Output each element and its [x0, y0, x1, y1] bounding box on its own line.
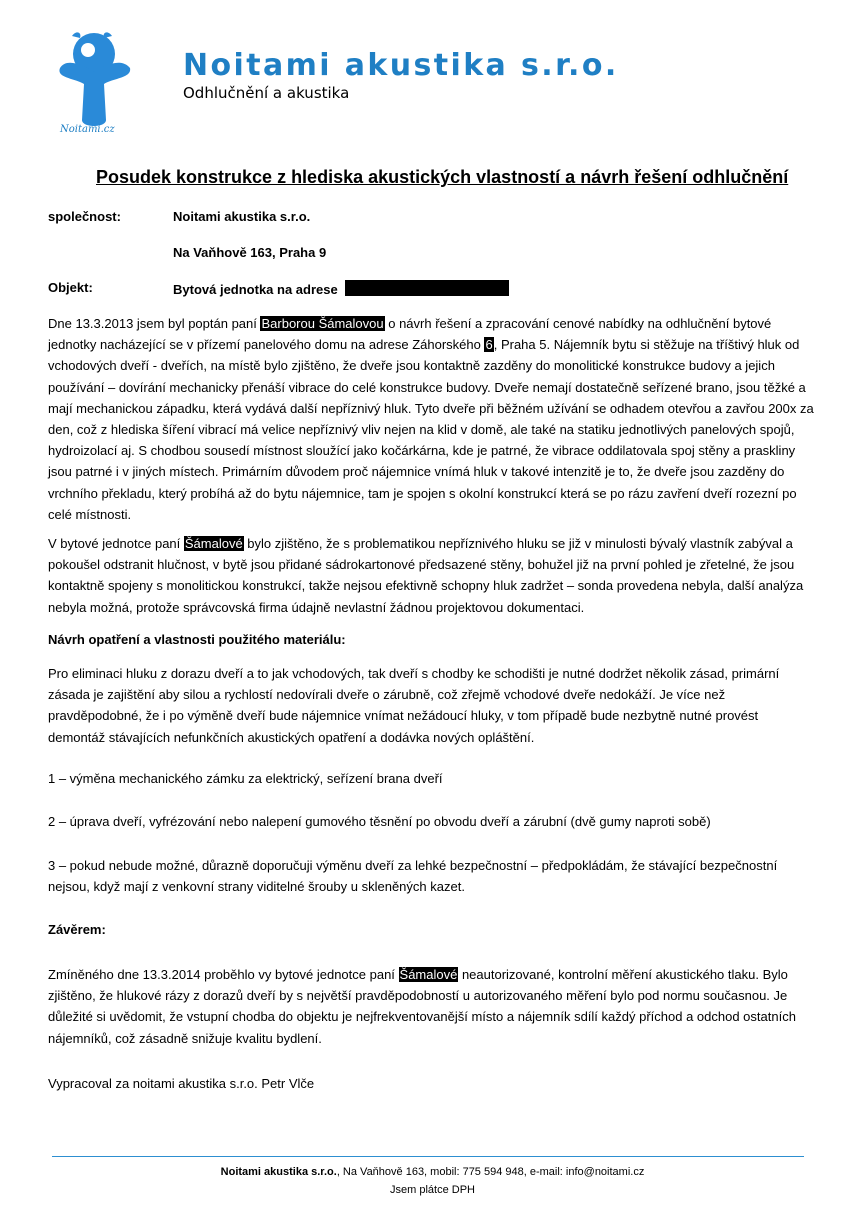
list-item: 3 – pokud nebude možné, důrazně doporučuji výměnu dveří za lehké bezpečnostní – předpokládám, že stávající bezpečnostní nejsou, když mají z venkovní strany viditelné šrouby u skleněných kazet.: [48, 858, 778, 895]
paragraph-proposal: [48, 663, 816, 748]
company-label: společnost:: [48, 209, 121, 224]
redacted-number: 6: [485, 337, 493, 353]
paragraph-findings: [48, 533, 816, 618]
p4-text-2: neautorizované, kontrolní měření akustického tlaku. Bylo zjištěno, že hlukové rázy z dorazů dveří by s největší pravděpodobností u autorizovaného měření bylo pod normu současnou. Je důležité si uvědomit, že vstupní chodba do objektu je nejfrekventovanější místo a nájemník sdílí každý příchod a odchod ostatních nájemníků, což zásadně snižuje kvalitu bydlení.: [48, 967, 796, 1046]
object-label: Objekt:: [48, 280, 93, 295]
redacted-name: Barborou Šámalovou: [261, 316, 384, 331]
footer-company: Noitami akustika s.r.o.: [220, 1166, 337, 1178]
redacted-address-block: [345, 280, 509, 296]
paragraph-conclusion: [48, 964, 816, 1049]
logo-body-shape: [59, 63, 130, 126]
footer-divider: [52, 1156, 804, 1157]
object-value: Bytová jednotka na adrese: [173, 282, 338, 297]
redacted-name: Šámalové: [399, 967, 458, 982]
object-row: [173, 280, 509, 297]
section-heading-proposal: Návrh opatření a vlastnosti použitého materiálu:: [48, 632, 346, 647]
document-title: Posudek konstrukce z hlediska akustických vlastností a návrh řešení odhlučnění: [96, 167, 789, 187]
p3-text: Pro eliminaci hluku z dorazu dveří a to jak vchodových, tak dveří s chodby ke schodišti je nutné dodržet několik zásad, primární zásada je zajištění aby silou a rychlostí nedovírali dveře o zárubně, což zřejmě vchodové dveře nedokáží. Je více než pravděpodobné, že i po výměně dveří bude nájemnice vnímat nežádoucí hluky, v tom případě bude nezbytně nutné provést demontáž stávajících nefunkčních akustických opatření a dodávka nových opláštění.: [48, 666, 780, 745]
footer-details: , Na Vaňhově 163, mobil: 775 594 948, e-mail: info@noitami.cz: [336, 1166, 645, 1178]
p1-text-1: Dne 13.3.2013 jsem byl poptán paní: [48, 316, 261, 331]
p4-text-1: Zmíněného dne 13.3.2014 proběhlo vy bytové jednotce paní: [48, 967, 399, 982]
logo-caption: Noitami.cz: [60, 124, 115, 135]
list-item: 1 – výměna mechanického zámku za elektrický, seřízení brana dveří: [48, 771, 443, 786]
section-heading-conclusion: Závěrem:: [48, 922, 106, 937]
redacted-name: Šámalové: [184, 536, 243, 551]
list-item: 2 – úprava dveří, vyfrézování nebo nalepení gumového těsnění po obvodu dveří a zárubní (dvě gumy naproti sobě): [48, 814, 711, 829]
logo-face-circle: [81, 43, 95, 57]
p2-text-1: V bytové jednotce paní: [48, 536, 184, 551]
p1-text-2: o návrh řešení a zpracování cenové nabídky na odhlučnění bytové jednotky nacházející se v přízemí panelového domu na adrese Záhorského: [48, 316, 772, 353]
company-tagline: Odhlučnění a akustika: [183, 84, 350, 102]
signature-line: Vypracoval za noitami akustika s.r.o. Petr Vlče: [48, 1076, 315, 1091]
p1-text-3: , Praha 5. Nájemník bytu si stěžuje na tříštivý hluk od vchodových dveří - dveřích, na místě bylo zjištěno, že dveře jsou kontaktně zazděny do monolitické konstrukce budovy a jejich používání – dovírání mechanicky přenáší vibrace do celé konstrukce budovy. Dveře nemají dostatečně seřízené brano, jsou těžké a mají mechanickou západku, která vydává další nepříznivý hluk. Tyto dveře při běžném užívání se odhadem otevřou a zavřou 200x za den, což z hlediska šíření vibrací má velice nepříznivý vliv nejen na klid v domě, ale také na statiku jednotlivých panelových spojů, hydroizolací aj. S chodbou sousedí místnost sloužící jako kočárkárna, kde je patrné, že vibrace oddilatovala spoj stěny a praskliny jsou patrné i v jiných místech. Primárním důvodem proč nájemnice vnímá hluk v takové intenzitě je to, že dveře jsou zazděny do vrchního překladu, který probíhá až do bytu nájemnice, tam je spojen s okolní konstrukcí která se po rázu zavření dveří rozezní po celé místnosti.: [48, 337, 814, 522]
company-value: Noitami akustika s.r.o.: [173, 209, 311, 224]
address-value: Na Vaňhově 163, Praha 9: [173, 245, 327, 260]
footer-contact: [0, 1166, 865, 1178]
p2-text-2: bylo zjištěno, že s problematikou nepříznivého hluku se již v minulosti bývalý vlastník zabýval a pokoušel odstranit hlučnost, v bytě jsou přidané sádrokartonové předsazené stěny, bohužel již na první pohled je zřetelné, že jsou kontaktně spojeny s monolitickou konstrukcí, takže nejsou efektivně schopny hluk zadržet – sonda provedena nebyla, další analýza nebyla možná, protože správcovská firma údajně nevlastní žádnou projektovou dokumentaci.: [48, 536, 804, 615]
footer-vat: Jsem plátce DPH: [390, 1184, 475, 1196]
company-name: Noitami akustika s.r.o.: [183, 48, 619, 83]
paragraph-intro: [48, 313, 816, 525]
